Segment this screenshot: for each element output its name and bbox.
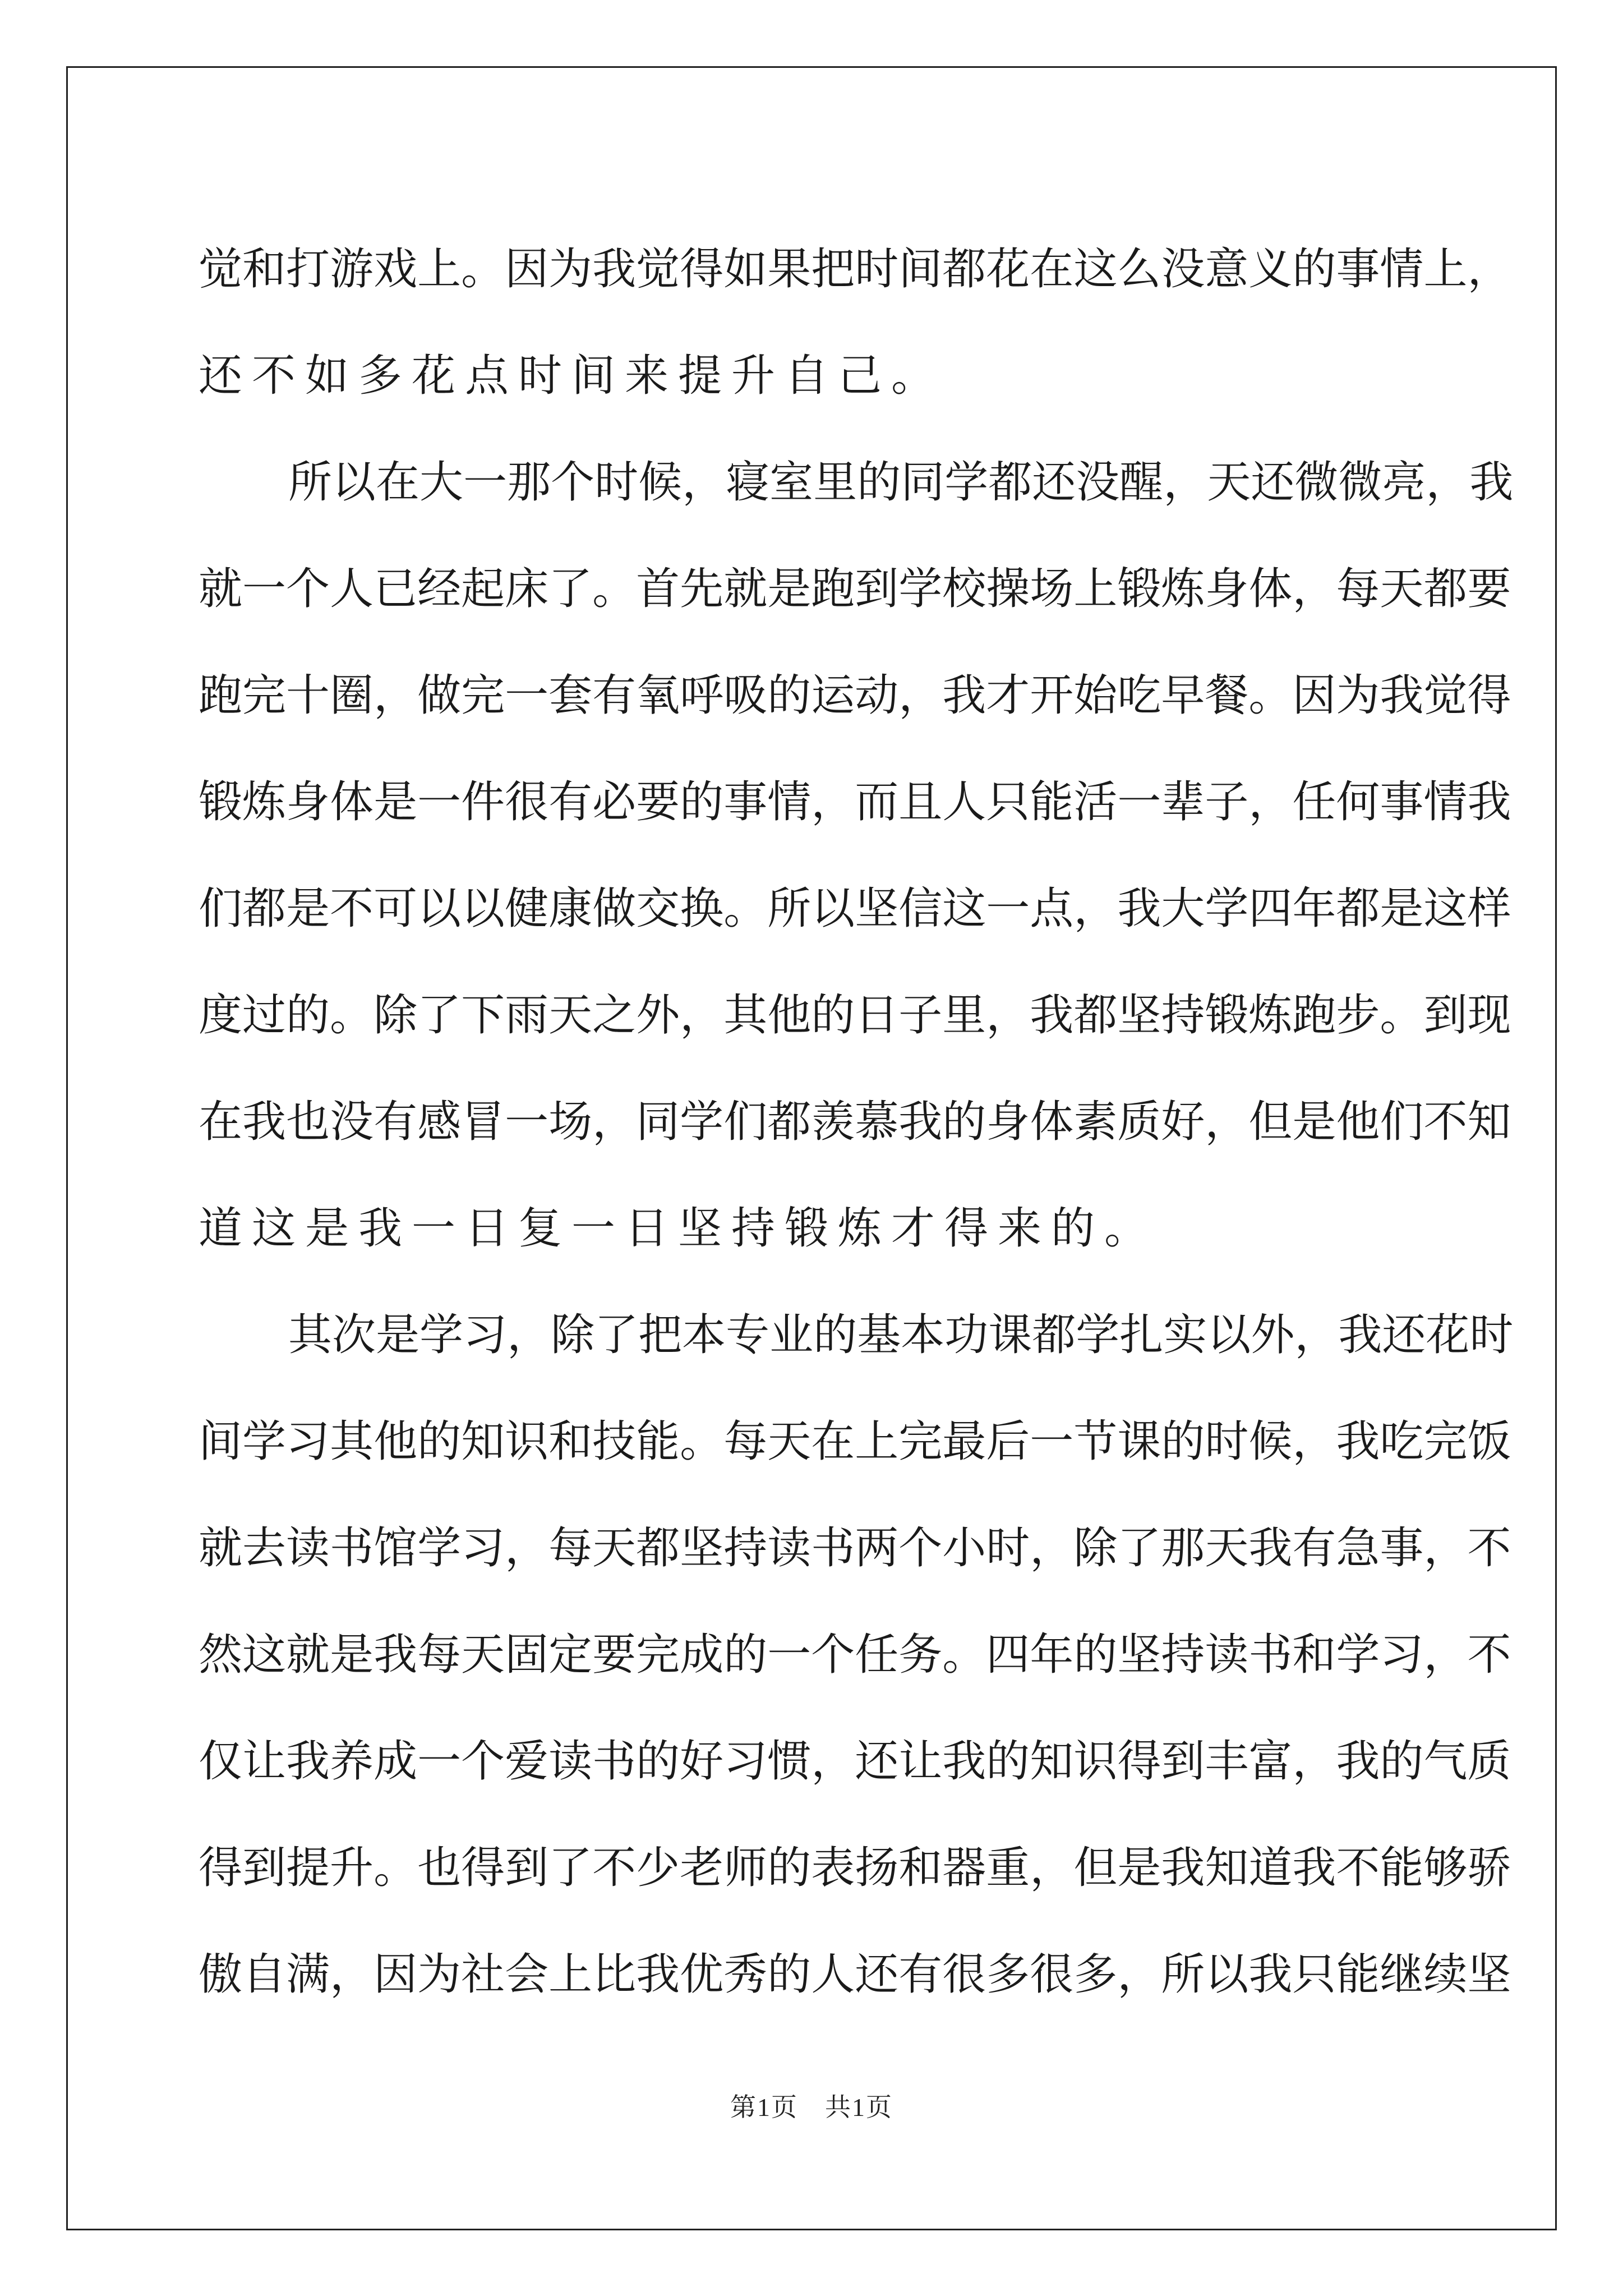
text-line: 觉 和 打 游 戏 上 。 因 为 我 觉 得 如 果 把 时 间 都 花 在 这 么 没 意 义 的 事 情 上 ， (199, 244, 1511, 295)
text-line: 就 一 个 人 已 经 起 床 了 。 首 先 就 是 跑 到 学 校 操 场 上 锻 炼 身 体 ， 每 天 都 要 (199, 564, 1511, 614)
text-line: 度 过 的 。 除 了 下 雨 天 之 外 ， 其 他 的 日 子 里 ， 我 都 坚 持 锻 炼 跑 步 。 到 现 (199, 990, 1511, 1041)
text-line: 然 这 就 是 我 每 天 固 定 要 完 成 的 一 个 任 务 。 四 年 的 坚 持 读 书 和 学 习 ， 不 (199, 1630, 1511, 1680)
text-line: 仅 让 我 养 成 一 个 爱 读 书 的 好 习 惯 ， 还 让 我 的 知 识 得 到 丰 富 ， 我 的 气 质 (199, 1736, 1511, 1787)
document-body (199, 212, 1514, 2024)
text-line: 其 次 是 学 习 ， 除 了 把 本 专 业 的 基 本 功 课 都 学 扎 实 以 外 ， 我 还 花 时 (288, 1310, 1514, 1360)
text-line: 锻 炼 身 体 是 一 件 很 有 必 要 的 事 情 ， 而 且 人 只 能 活 一 辈 子 ， 任 何 事 情 我 (199, 777, 1511, 827)
text-line: 在 我 也 没 有 感 冒 一 场 ， 同 学 们 都 羡 慕 我 的 身 体 素 质 好 ， 但 是 他 们 不 知 (199, 1097, 1511, 1147)
text-line: 所 以 在 大 一 那 个 时 候 ， 寝 室 里 的 同 学 都 还 没 醒 ， 天 还 微 微 亮 ， 我 (288, 457, 1514, 508)
text-line: 跑 完 十 圈 ， 做 完 一 套 有 氧 呼 吸 的 运 动 ， 我 才 开 始 吃 早 餐 。 因 为 我 觉 得 (199, 670, 1511, 721)
text-line: 间 学 习 其 他 的 知 识 和 技 能 。 每 天 在 上 完 最 后 一 节 课 的 时 候 ， 我 吃 完 饭 (199, 1416, 1511, 1467)
text-line: 傲 自 满 ， 因 为 社 会 上 比 我 优 秀 的 人 还 有 很 多 很 多 ， 所 以 我 只 能 继 续 坚 (199, 1949, 1511, 2000)
text-line: 还不如多花点时间来提升自己。 (199, 351, 945, 401)
text-line: 就 去 读 书 馆 学 习 ， 每 天 都 坚 持 读 书 两 个 小 时 ， 除 了 那 天 我 有 急 事 ， 不 (199, 1523, 1511, 1573)
page-footer: 第1页 共1页 (730, 2093, 893, 2122)
text-line: 们 都 是 不 可 以 以 健 康 做 交 换 。 所 以 坚 信 这 一 点 ， 我 大 学 四 年 都 是 这 样 (199, 884, 1511, 934)
text-line: 得 到 提 升 。 也 得 到 了 不 少 老 师 的 表 扬 和 器 重 ， 但 是 我 知 道 我 不 能 够 骄 (199, 1843, 1511, 1893)
text-line: 道这是我一日复一日坚持锻炼才得来的。 (199, 1203, 1158, 1254)
